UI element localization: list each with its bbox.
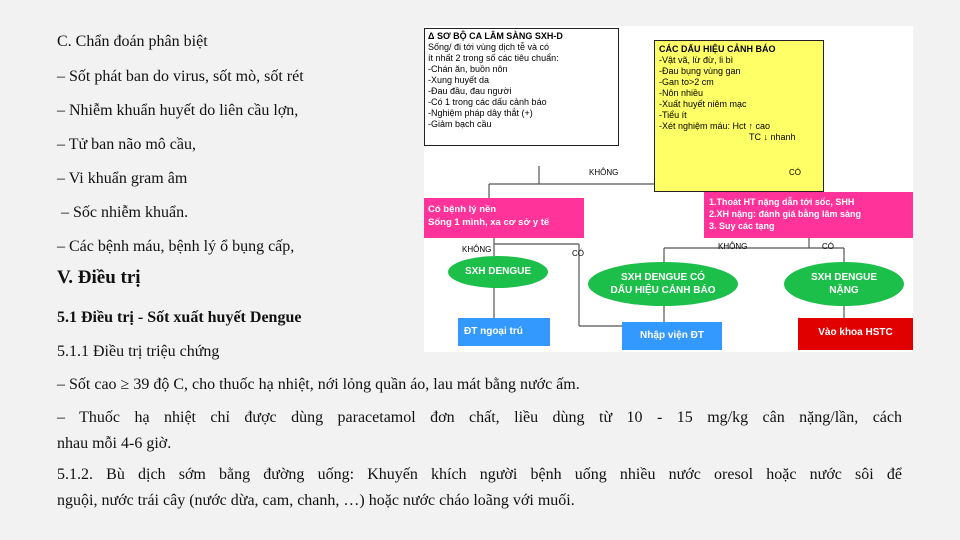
risk-factors-box: [424, 198, 584, 238]
subheading-5-1-1: 5.1.1 Điều trị triệu chứng: [57, 343, 220, 360]
severe-line: 3. Suy các tạng: [709, 221, 775, 231]
screening-line: -Xung huyết da: [428, 75, 490, 85]
screening-line: -Giảm bạch cầu: [428, 119, 492, 129]
screening-line: ít nhất 2 trong số các tiêu chuẩn:: [428, 53, 559, 63]
heading-treatment: V. Điều trị: [57, 267, 141, 288]
dengue-warning-oval: [588, 262, 738, 306]
list-item: – Nhiễm khuẩn huyết do liên cầu lợn,: [57, 102, 299, 119]
label-no: KHÔNG: [462, 245, 492, 254]
screening-line: -Có 1 trong các dấu cảnh báo: [428, 97, 547, 107]
dengue-flowchart: [424, 26, 913, 352]
screening-line: -Chán ăn, buồn nôn: [428, 64, 508, 74]
paragraph-oral-rehydration-line1: 5.1.2. Bù dịch sớm bằng đường uống: Khuyến khích người bệnh uống nhiều nước oresol hoặc nước sôi để: [57, 466, 902, 483]
label-yes: CÓ: [822, 242, 834, 251]
label-no: KHÔNG: [718, 242, 748, 251]
screening-line: -Đau đầu, đau người: [428, 86, 512, 96]
dengue-oval: SXH DENGUE: [448, 256, 548, 288]
heading-differential: C. Chẩn đoán phân biệt: [57, 33, 208, 50]
oval-line: DẤU HIỆU CẢNH BÁO: [610, 285, 716, 296]
risk-line: Sống 1 mình, xa cơ sở y tế: [428, 217, 550, 228]
label-yes: CÓ: [789, 168, 801, 177]
list-item: – Sốc nhiễm khuẩn.: [57, 204, 189, 221]
paragraph-paracetamol-line2: nhau mỗi 4-6 giờ.: [57, 435, 172, 452]
severe-criteria-box: [704, 192, 913, 238]
subheading-5-1: 5.1 Điều trị - Sốt xuất huyết Dengue: [57, 309, 302, 326]
paragraph-fever: – Sốt cao ≥ 39 độ C, cho thuốc hạ nhiệt, nới lỏng quần áo, lau mát bằng nước ấm.: [57, 376, 580, 393]
list-item: – Các bệnh máu, bệnh lý ổ bụng cấp,: [57, 238, 295, 255]
outpatient-box: ĐT ngoại trú: [458, 318, 550, 346]
screening-title: Δ SƠ BỘ CA LÂM SÀNG SXH-D: [428, 31, 563, 41]
list-item: – Vi khuẩn gram âm: [57, 170, 188, 187]
dengue-severe-oval: [784, 262, 904, 306]
warning-line: -Đau bụng vùng gan: [659, 66, 741, 76]
label-yes: CÓ: [572, 249, 584, 258]
warning-line: -Vật vã, lừ đừ, li bì: [659, 55, 734, 65]
list-item: – Tử ban não mô cầu,: [57, 136, 197, 153]
screening-box: [424, 28, 619, 146]
warning-line: -Xét nghiệm máu: Hct ↑ cao: [659, 121, 771, 131]
risk-line: Có bệnh lý nền: [428, 204, 497, 215]
screening-line: -Nghiệm pháp dây thắt (+): [428, 108, 533, 118]
warning-line: -Gan to>2 cm: [659, 77, 714, 87]
warning-line: TC ↓ nhanh: [749, 132, 796, 142]
oval-line: SXH DENGUE CÓ: [621, 272, 705, 283]
paragraph-oral-rehydration-line2: nguội, nước trái cây (nước dừa, cam, chanh, …) hoặc nước cháo loãng với muối.: [57, 492, 575, 509]
warning-line: -Nôn nhiều: [659, 88, 704, 98]
oval-line: SXH DENGUE: [810, 272, 878, 283]
warning-title: CÁC DẤU HIỆU CẢNH BÁO: [659, 44, 776, 54]
severe-line: 2.XH nặng: đánh giá bằng lâm sàng: [709, 209, 862, 219]
warning-line: -Xuất huyết niêm mạc: [659, 99, 747, 109]
list-item: – Sốt phát ban do virus, sốt mò, sốt rét: [57, 68, 304, 85]
icu-box: Vào khoa HSTC: [798, 318, 913, 350]
screening-line: Sống/ đi tới vùng dịch tễ và có: [428, 42, 549, 52]
warning-line: -Tiểu ít: [659, 110, 687, 120]
admit-box: Nhập viện ĐT: [622, 322, 722, 350]
label-no: KHÔNG: [589, 168, 619, 177]
severe-line: 1.Thoát HT nặng dẫn tới sốc, SHH: [709, 197, 855, 207]
oval-line: NẶNG: [829, 285, 859, 296]
paragraph-paracetamol-line1: – Thuốc hạ nhiệt chỉ được dùng paracetamol đơn chất, liều dùng từ 10 - 15 mg/kg cân nặng/lần, cách: [57, 409, 902, 426]
